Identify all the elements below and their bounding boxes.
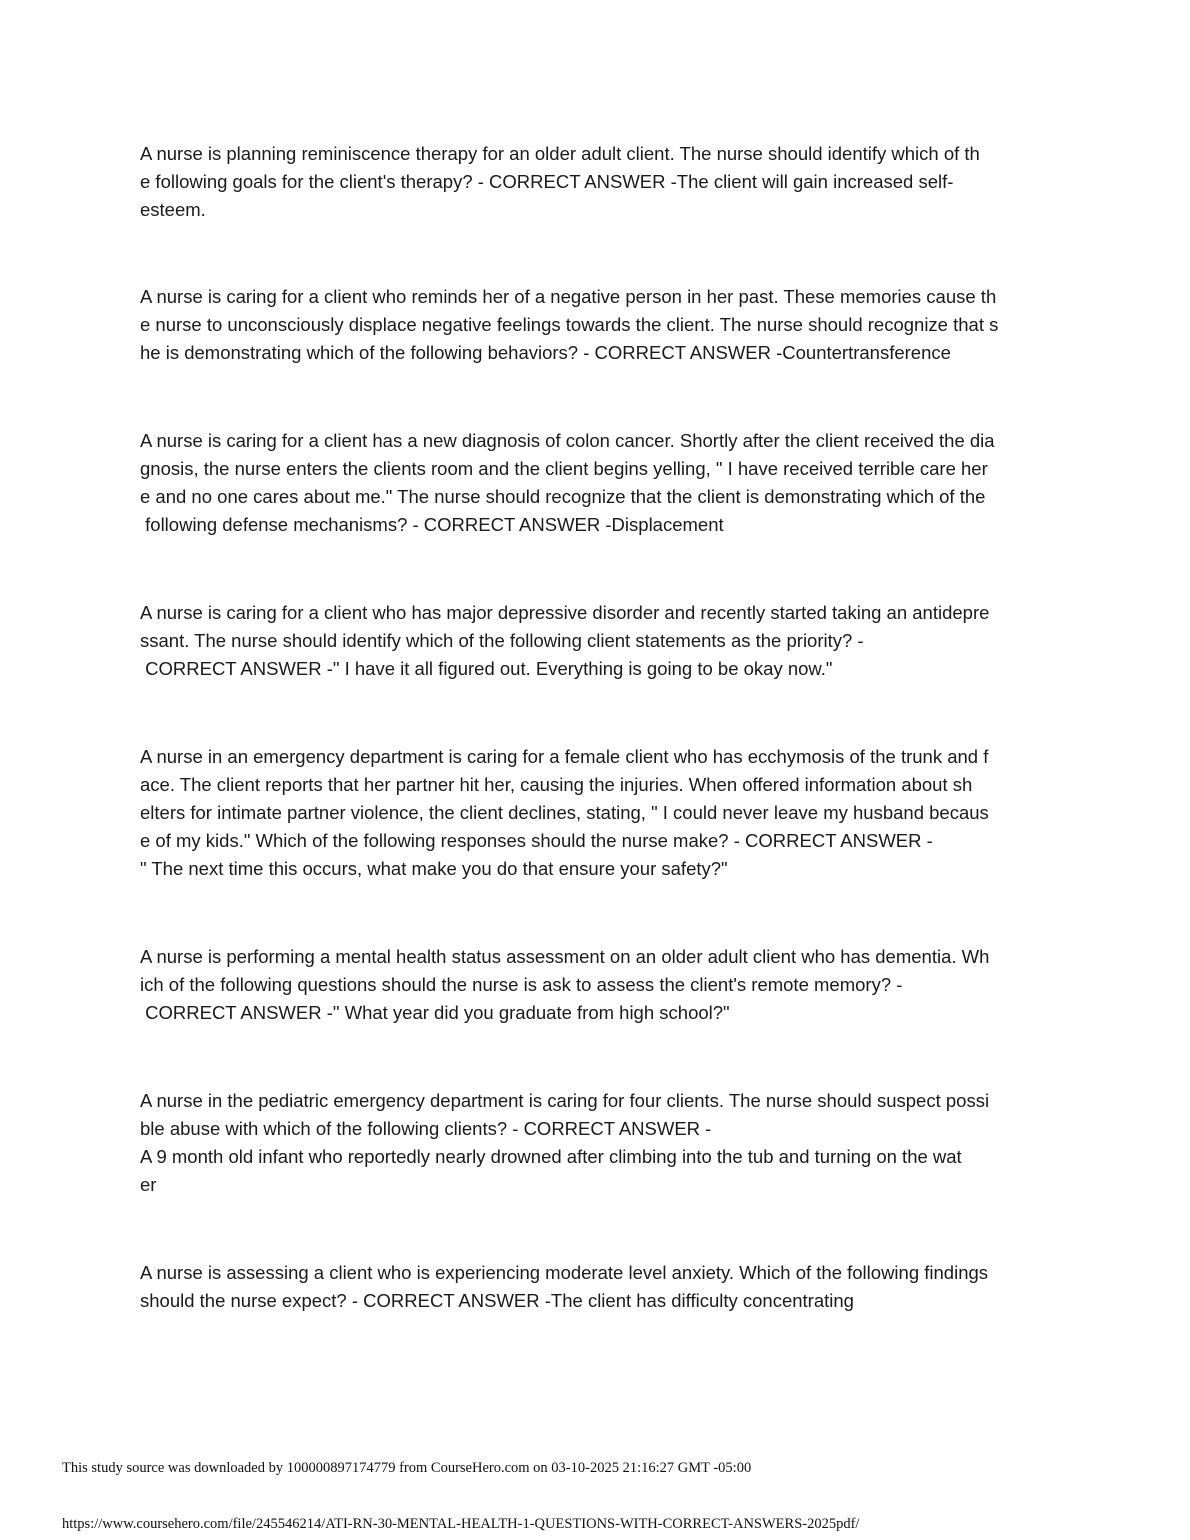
qa-line: A nurse is assessing a client who is experiencing moderate level anxiety. Which of the following findings — [140, 1262, 989, 1283]
qa-line: should the nurse expect? - CORRECT ANSWER -The client has difficulty concentrating — [140, 1290, 854, 1311]
qa-line: CORRECT ANSWER -" What year did you graduate from high school?" — [140, 1002, 730, 1023]
qa-line: A nurse in the pediatric emergency department is caring for four clients. The nurse should suspect possi — [140, 1090, 990, 1111]
qa-line: A nurse in an emergency department is caring for a female client who has ecchymosis of the trunk and f — [140, 746, 989, 767]
qa-line: ble abuse with which of the following clients? - CORRECT ANSWER - — [140, 1118, 712, 1139]
qa-line: A nurse is caring for a client has a new diagnosis of colon cancer. Shortly after the client received the dia — [140, 430, 995, 451]
qa-line: A nurse is caring for a client who reminds her of a negative person in her past. These memories cause th — [140, 286, 997, 307]
qa-entry — [140, 1259, 1052, 1315]
qa-line: following defense mechanisms? - CORRECT ANSWER -Displacement — [140, 514, 724, 535]
qa-line: ace. The client reports that her partner hit her, causing the injuries. When offered information about sh — [140, 774, 973, 795]
qa-entry — [140, 427, 1052, 539]
qa-line: ssant. The nurse should identify which of the following client statements as the priority? - — [140, 630, 864, 651]
qa-line: he is demonstrating which of the following behaviors? - CORRECT ANSWER -Countertransference — [140, 342, 951, 363]
qa-line: elters for intimate partner violence, the client declines, stating, " I could never leave my husband becaus — [140, 802, 989, 823]
qa-line: A nurse is caring for a client who has major depressive disorder and recently started taking an antidepre — [140, 602, 990, 623]
qa-entry — [140, 283, 1052, 367]
qa-line: esteem. — [140, 199, 206, 220]
qa-line: e and no one cares about me." The nurse should recognize that the client is demonstrating which of the — [140, 486, 986, 507]
download-source-notice: This study source was downloaded by 100000897174779 from CourseHero.com on 03-10-2025 21:16:27 GMT -05:00 — [62, 1460, 752, 1476]
qa-line: CORRECT ANSWER -" I have it all figured out. Everything is going to be okay now." — [140, 658, 833, 679]
qa-line: er — [140, 1174, 157, 1195]
qa-line: e of my kids." Which of the following responses should the nurse make? - CORRECT ANSWER - — [140, 830, 933, 851]
qa-line: e nurse to unconsciously displace negative feelings towards the client. The nurse should recognize that s — [140, 314, 999, 335]
qa-entry — [140, 743, 1052, 883]
qa-line: gnosis, the nurse enters the clients room and the client begins yelling, " I have received terrible care her — [140, 458, 988, 479]
qa-entry — [140, 140, 1052, 224]
qa-line: A 9 month old infant who reportedly nearly drowned after climbing into the tub and turning on the wat — [140, 1146, 962, 1167]
qa-entry — [140, 599, 1052, 683]
qa-entry — [140, 943, 1052, 1027]
qa-line: A nurse is performing a mental health status assessment on an older adult client who has dementia. Wh — [140, 946, 990, 967]
qa-line: ich of the following questions should the nurse is ask to assess the client's remote memory? - — [140, 974, 903, 995]
qa-line: " The next time this occurs, what make you do that ensure your safety?" — [140, 858, 728, 879]
source-url: https://www.coursehero.com/file/245546214/ATI-RN-30-MENTAL-HEALTH-1-QUESTIONS-WITH-CORRECT-ANSWERS-2025pdf/ — [62, 1516, 860, 1532]
qa-line: A nurse is planning reminiscence therapy for an older adult client. The nurse should identify which of th — [140, 143, 980, 164]
qa-entry — [140, 1087, 1052, 1199]
qa-line: e following goals for the client's therapy? - CORRECT ANSWER -The client will gain increased self- — [140, 171, 954, 192]
